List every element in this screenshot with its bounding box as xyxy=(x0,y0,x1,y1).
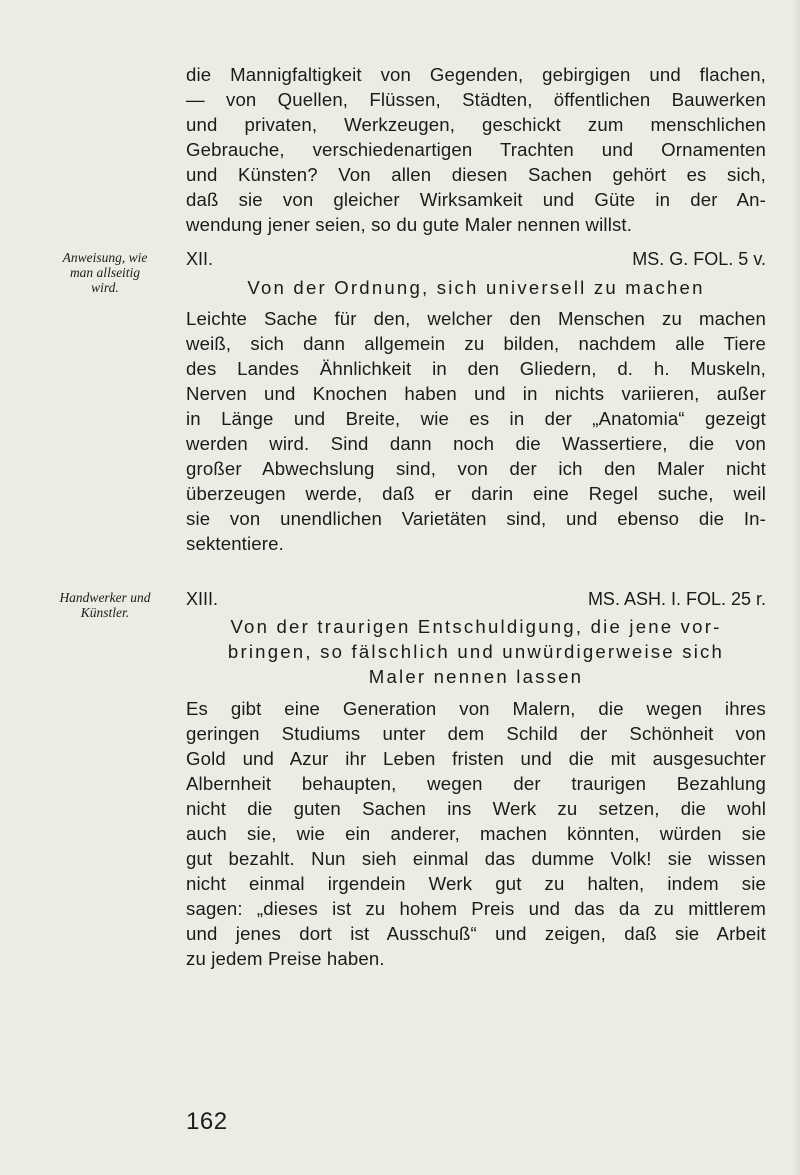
text-line: geringen Studiums unter dem Schild der Schönheit von xyxy=(186,723,766,744)
text-line: die Mannigfaltigkeit von Gegenden, gebirgigen und flachen, xyxy=(186,64,766,85)
text-line: des Landes Ähnlichkeit in den Gliedern, d. h. Muskeln, xyxy=(186,358,766,379)
text-line: gut bezahlt. Nun sieh einmal das dumme Volk! sie wissen xyxy=(186,848,766,869)
section-12-body xyxy=(186,306,766,556)
text-line: Gold und Azur ihr Leben fristen und die mit ausgesuchter xyxy=(186,748,766,769)
intro-paragraph xyxy=(186,62,766,237)
manuscript-reference: MS. ASH. I. FOL. 25 r. xyxy=(587,589,766,609)
text-line: überzeugen werde, daß er darin eine Regel suche, weil xyxy=(186,483,766,504)
margin-note-section-12: Anweisung, wie man allseitig wird. xyxy=(62,250,148,295)
text-line: und Künsten? Von allen diesen Sachen gehört es sich, xyxy=(186,164,766,185)
margin-note-section-13: Handwerker und Künstler. xyxy=(59,590,151,620)
text-line: und jenes dort ist Ausschuß“ und zeigen, daß sie Arbeit xyxy=(186,923,766,944)
text-line: werden wird. Sind dann noch die Wassertiere, die von xyxy=(186,433,766,454)
text-line: sektentiere. xyxy=(186,533,284,554)
text-line: sie von unendlichen Varietäten sind, und ebenso die In- xyxy=(186,508,766,529)
page-edge-shadow xyxy=(792,0,800,1175)
text-line: nicht die guten Sachen ins Werk zu setzen, die wohl xyxy=(186,798,766,819)
section-12-title: Von der Ordnung, sich universell zu machen xyxy=(247,277,705,298)
text-line: wendung jener seien, so du gute Maler nennen willst. xyxy=(186,214,633,235)
text-line: Albernheit behaupten, wegen der traurigen Bezahlung xyxy=(186,773,766,794)
text-line: zu jedem Preise haben. xyxy=(186,948,385,969)
text-line: Gebrauche, verschiedenartigen Trachten und Ornamenten xyxy=(186,139,766,160)
text-line: — von Quellen, Flüssen, Städten, öffentlichen Bauwerken xyxy=(186,89,766,110)
text-line: Es gibt eine Generation von Malern, die wegen ihres xyxy=(186,698,766,719)
section-13-body xyxy=(186,696,766,971)
text-line: weiß, sich dann allgemein zu bilden, nachdem alle Tiere xyxy=(186,333,766,354)
text-line: auch sie, wie ein anderer, machen könnten, würden sie xyxy=(186,823,766,844)
text-line: großer Abwechslung sind, von der ich den Maler nicht xyxy=(186,458,766,479)
section-13-heading xyxy=(186,589,766,613)
section-number: XIII. xyxy=(186,589,219,609)
manuscript-reference: MS. G. FOL. 5 v. xyxy=(632,249,766,269)
page-number: 162 xyxy=(186,1108,228,1135)
section-13-title: Von der traurigen Entschuldigung, die jene vor- bringen, so fälschlich und unwürdigerweise sich Maler nennen lassen xyxy=(227,616,725,687)
section-number: XII. xyxy=(186,249,214,269)
text-line: daß sie von gleicher Wirksamkeit und Güte in der An- xyxy=(186,189,766,210)
text-line: in Länge und Breite, wie es in der „Anatomia“ gezeigt xyxy=(186,408,766,429)
text-line: und privaten, Werkzeugen, geschickt zum menschlichen xyxy=(186,114,766,135)
text-line: Leichte Sache für den, welcher den Menschen zu machen xyxy=(186,308,766,329)
text-line: sagen: „dieses ist zu hohem Preis und das da zu mittlerem xyxy=(186,898,766,919)
section-12-heading xyxy=(186,249,766,273)
text-line: nicht einmal irgendein Werk gut zu halten, indem sie xyxy=(186,873,766,894)
text-line: Nerven und Knochen haben und in nichts variieren, außer xyxy=(186,383,766,404)
